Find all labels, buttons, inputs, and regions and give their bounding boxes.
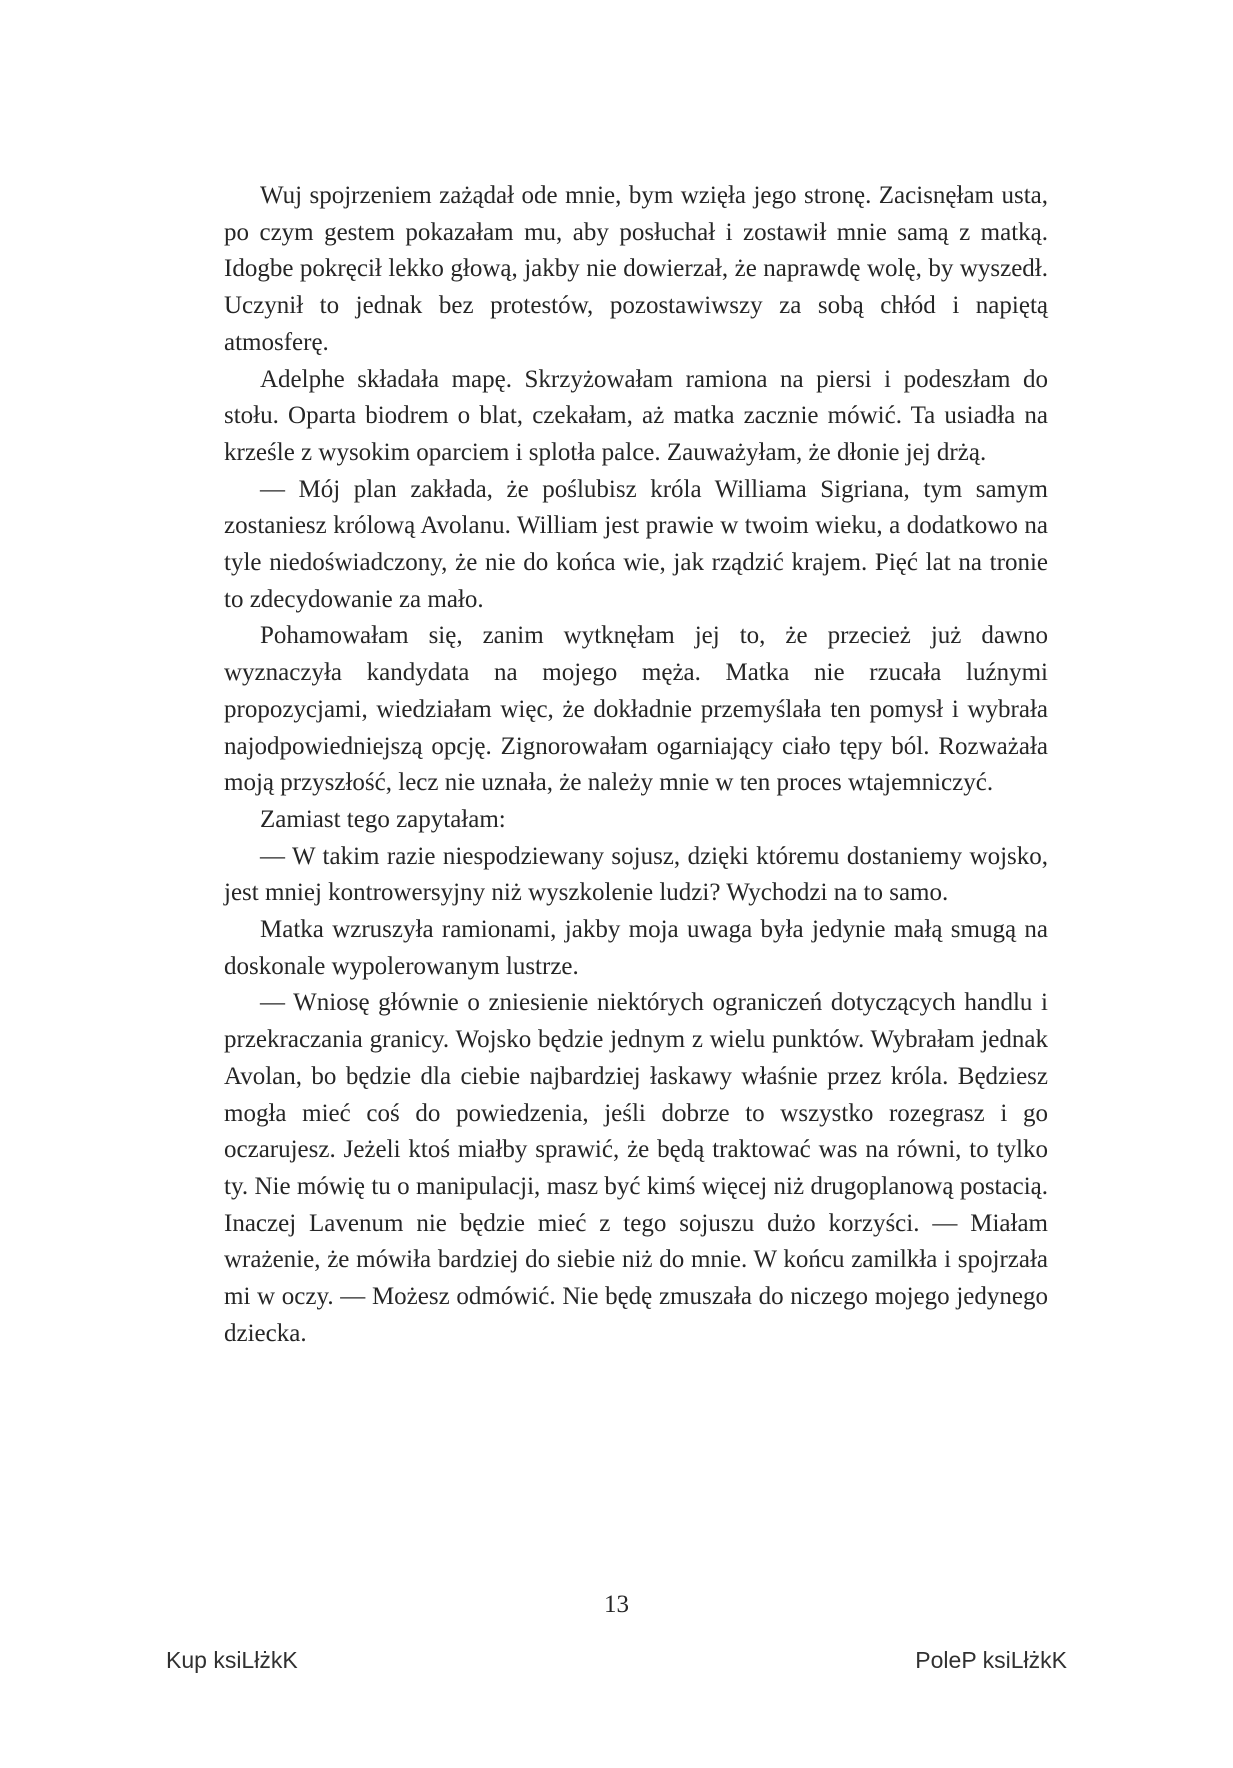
recommend-book-link[interactable]: PoleP ksiLłżkK [915,1647,1067,1673]
buy-book-link[interactable]: Kup ksiLłżkK [166,1647,298,1673]
paragraph-8: — Wniosę głównie o zniesienie niektórych ograniczeń dotyczących handlu i przekraczania granicy. Wojsko będzie jednym z wielu punktów. Wybrałam jednak Avolan, bo będzie dla ciebie najbardziej łaskawy właśnie przez króla. Będziesz mogła mieć coś do powiedzenia, jeśli dobrze to wszystko rozegrasz i go oczarujesz. Jeżeli ktoś miałby sprawić, że będą traktować was na równi, to tylko ty. Nie mówię tu o manipulacji, masz być kimś więcej niż drugoplanową postacią. Inaczej Lavenum nie będzie mieć z tego sojuszu dużo korzyści. — Miałam wrażenie, że mówiła bardziej do siebie niż do mnie. W końcu zamilkła i spojrzała mi w oczy. — Możesz odmówić. Nie będę zmuszała do niczego mojego jedynego dziecka. [224,989,1048,1347]
paragraph-1: Wuj spojrzeniem zażądał ode mnie, bym wzięła jego stronę. Zacisnęłam usta, po czym gestem pokazałam mu, aby posłuchał i zostawił mnie samą z matką. Idogbe pokręcił lekko głową, jakby nie dowierzał, że naprawdę wolę, by wyszedł. Uczynił to jednak bez protestów, pozostawiwszy za sobą chłód i napiętą atmosferę. [224,182,1048,356]
paragraph-2: Adelphe składała mapę. Skrzyżowałam ramiona na piersi i podeszłam do stołu. Oparta biodrem o blat, czekałam, aż matka zacznie mówić. Ta usiadła na krześle z wysokim oparciem i splotła palce. Zauważyłam, że dłonie jej drżą. [224,365,1048,466]
paragraph-5: Zamiast tego zapytałam: [260,805,506,833]
paragraph-7: Matka wzruszyła ramionami, jakby moja uwaga była jedynie małą smugą na doskonale wypolerowanym lustrze. [224,916,1048,980]
body-text [224,178,1048,1353]
paragraph-4: Pohamowałam się, zanim wytknęłam jej to, że przecież już dawno wyznaczyła kandydata na mojego męża. Matka nie rzucała luźnymi propozycjami, wiedziałam więc, że dokładnie przemyślała ten pomysł i wybrała najodpowiedniejszą opcję. Zignorowałam ogarniający ciało tępy ból. Rozważała moją przyszłość, lecz nie uznała, że należy mnie w ten proces wtajemniczyć. [224,622,1048,797]
paragraph-6: — W takim razie niespodziewany sojusz, dzięki któremu dostaniemy wojsko, jest mniej kontrowersyjny niż wyszkolenie ludzi? Wychodzi na to samo. [224,842,1048,907]
page-number: 13 [604,1591,629,1618]
paragraph-3: — Mój plan zakłada, że poślubisz króla Williama Sigriana, tym samym zostaniesz królową Avolanu. William jest prawie w twoim wieku, a dodatkowo na tyle niedoświadczony, że nie do końca wie, jak rządzić krajem. Pięć lat na tronie to zdecydowanie za mało. [224,475,1048,613]
